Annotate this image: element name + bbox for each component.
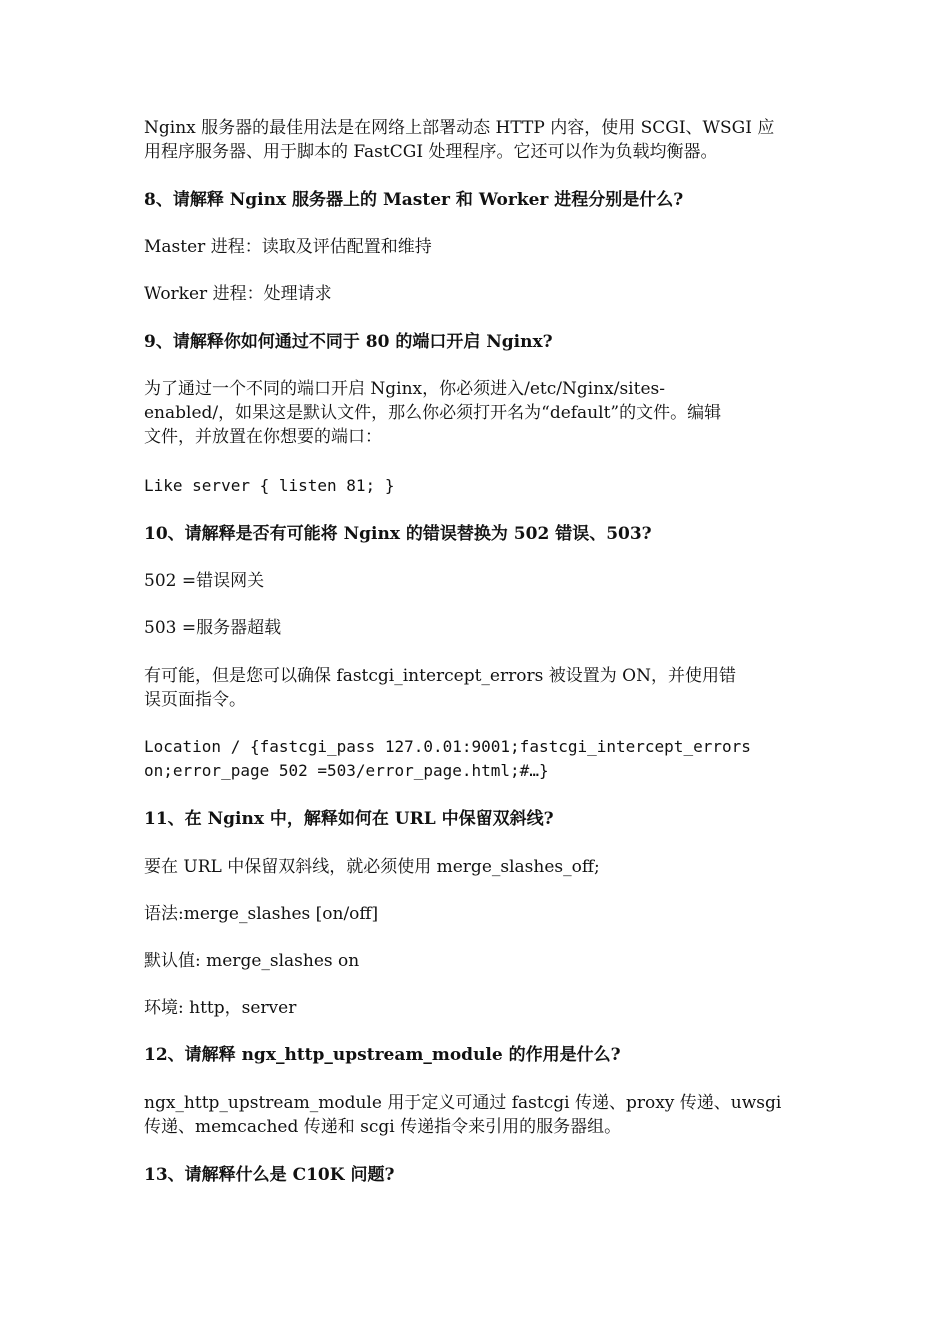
paragraph-context: 环境: http，server: [144, 998, 297, 1018]
paragraph-merge-slashes: 要在 URL 中保留双斜线，就必须使用 merge_slashes_off;: [144, 857, 600, 877]
paragraph-master-process: Master 进程：读取及评估配置和维持: [144, 237, 432, 257]
paragraph-nginx-usage: Nginx 服务器的最佳用法是在网络上部署动态 HTTP 内容，使用 SCGI、WSGI 应 用程序服务器、用于脚本的 FastCGI 处理程序。它还可以作为负载均衡器。: [144, 118, 775, 162]
paragraph-upstream-module: ngx_http_upstream_module 用于定义可通过 fastcgi 传递、proxy 传递、uwsgi 传递、memcached 传递和 scgi 传递指令来引用的服务器组。: [144, 1093, 782, 1137]
paragraph-syntax: 语法:merge_slashes [on/off]: [144, 904, 379, 924]
paragraph-502: 502 =错误网关: [144, 571, 265, 591]
heading-q8: 8、请解释 Nginx 服务器上的 Master 和 Worker 进程分别是什么?: [144, 190, 684, 210]
code-location-block: Location / {fastcgi_pass 127.0.01:9001;fastcgi_intercept_errors on;error_page 502 =503/error_page.html;#…}: [144, 737, 751, 780]
heading-q13: 13、请解释什么是 C10K 问题?: [144, 1165, 395, 1185]
heading-q9: 9、请解释你如何通过不同于 80 的端口开启 Nginx?: [144, 332, 553, 352]
paragraph-503: 503 =服务器超载: [144, 618, 282, 638]
heading-q11: 11、在 Nginx 中，解释如何在 URL 中保留双斜线?: [144, 809, 554, 829]
paragraph-worker-process: Worker 进程：处理请求: [144, 284, 332, 304]
heading-q12: 12、请解释 ngx_http_upstream_module 的作用是什么?: [144, 1045, 621, 1065]
paragraph-intercept-errors: 有可能，但是您可以确保 fastcgi_intercept_errors 被设置为 ON，并使用错 误页面指令。: [144, 666, 736, 710]
code-listen-81: Like server { listen 81; }: [144, 476, 395, 495]
paragraph-port-change: 为了通过一个不同的端口开启 Nginx，你必须进入/etc/Nginx/sites- enabled/，如果这是默认文件，那么你必须打开名为“default”的文件。编辑 文件，并放置在你想要的端口：: [144, 379, 722, 447]
paragraph-default-value: 默认值: merge_slashes on: [144, 951, 360, 971]
heading-q10: 10、请解释是否有可能将 Nginx 的错误替换为 502 错误、503?: [144, 524, 652, 544]
